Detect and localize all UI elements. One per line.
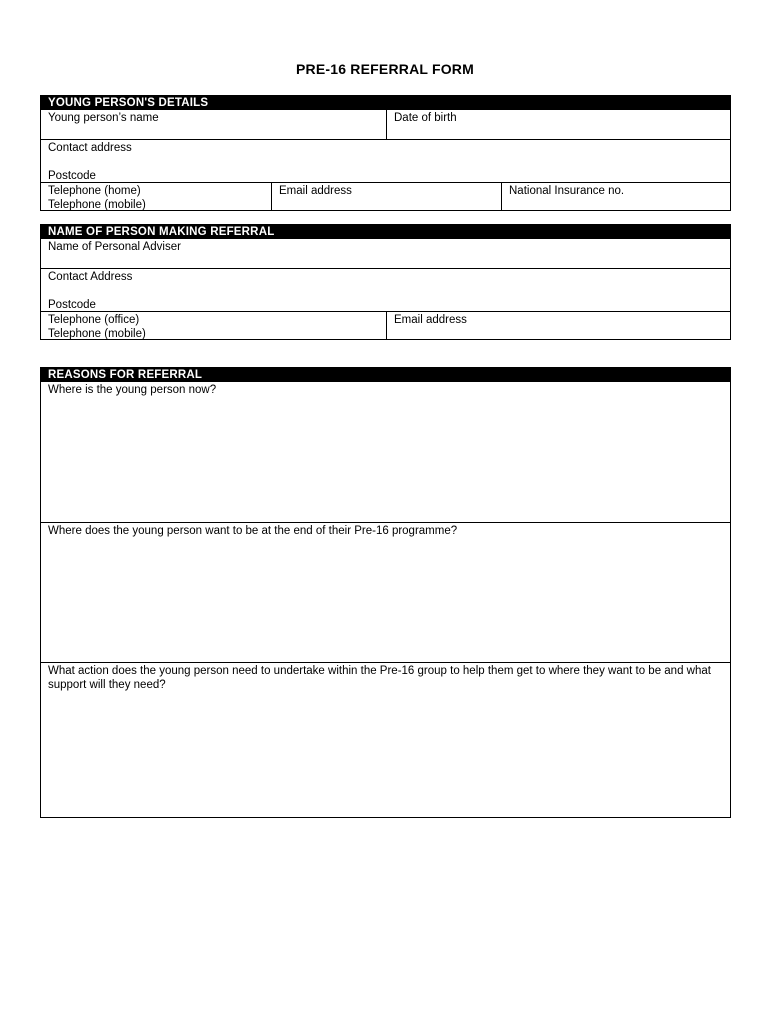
field-label: Contact address bbox=[48, 142, 132, 154]
field-label: Where is the young person now? bbox=[48, 384, 217, 396]
question-label bbox=[41, 663, 730, 817]
contact-address-row[interactable] bbox=[41, 139, 730, 182]
postcode-label: Postcode bbox=[48, 170, 96, 182]
field-label: Date of birth bbox=[394, 112, 457, 124]
programme-goal-field[interactable] bbox=[41, 522, 730, 662]
telephone-field[interactable] bbox=[41, 312, 386, 339]
field-label: Where does the young person want to be at the end of their Pre-16 programme? bbox=[48, 525, 458, 537]
reasons-section bbox=[40, 367, 731, 818]
section-header: REASONS FOR REFERRAL bbox=[41, 368, 730, 382]
date-of-birth-field[interactable] bbox=[386, 110, 730, 139]
current-situation-field[interactable] bbox=[41, 382, 730, 522]
phone-email-row bbox=[41, 182, 730, 210]
field-label: Contact Address bbox=[48, 271, 133, 283]
question-label bbox=[41, 382, 730, 522]
young-person-section bbox=[40, 95, 731, 211]
email-address-field[interactable] bbox=[386, 312, 730, 339]
contact-address-field[interactable] bbox=[41, 269, 730, 311]
form-title: PRE-16 REFERRAL FORM bbox=[296, 61, 474, 77]
field-label: National Insurance no. bbox=[509, 185, 625, 197]
section-header: YOUNG PERSON'S DETAILS bbox=[41, 96, 730, 110]
referrer-address-row[interactable] bbox=[41, 268, 730, 311]
question-label bbox=[41, 523, 730, 662]
field-label: Email address bbox=[394, 314, 467, 326]
field-label: Telephone (home) bbox=[48, 185, 141, 197]
field-label: Telephone (mobile) bbox=[48, 199, 146, 211]
personal-adviser-field[interactable] bbox=[41, 239, 730, 268]
referrer-phone-email-row bbox=[41, 311, 730, 339]
field-label: Email address bbox=[279, 185, 352, 197]
field-label: Telephone (mobile) bbox=[48, 328, 146, 340]
telephone-field[interactable] bbox=[41, 183, 271, 210]
national-insurance-field[interactable] bbox=[501, 183, 730, 210]
field-label: Name of Personal Adviser bbox=[48, 241, 181, 253]
action-support-field[interactable] bbox=[41, 662, 730, 817]
field-label: Telephone (office) bbox=[48, 314, 140, 326]
name-dob-row bbox=[41, 110, 730, 139]
field-label: Young person’s name bbox=[48, 112, 159, 124]
young-person-name-field[interactable] bbox=[41, 110, 386, 139]
section-header: NAME OF PERSON MAKING REFERRAL bbox=[41, 225, 730, 239]
postcode-label: Postcode bbox=[48, 299, 96, 311]
referrer-section bbox=[40, 224, 731, 340]
email-address-field[interactable] bbox=[271, 183, 501, 210]
field-label: What action does the young person need to undertake within the Pre-16 group to help them get to where they want to be and what support will they need? bbox=[48, 665, 711, 691]
contact-address-field[interactable] bbox=[41, 140, 730, 182]
adviser-row[interactable] bbox=[41, 239, 730, 268]
